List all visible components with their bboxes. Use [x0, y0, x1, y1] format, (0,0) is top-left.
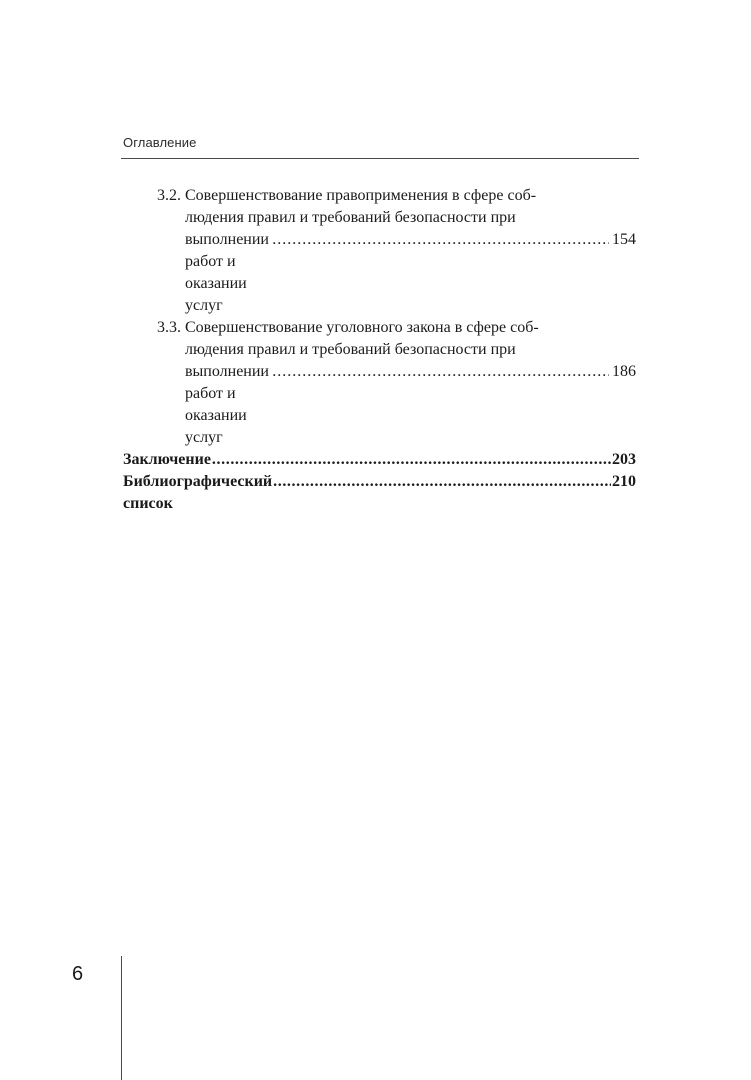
- toc-entry-line: 3.3. Совершенствование уголовного закона в сфере соб-: [157, 319, 539, 336]
- page-number: 6: [72, 963, 84, 985]
- header-divider: [121, 158, 639, 159]
- dot-leader: [272, 229, 609, 251]
- toc-entry-line: людения правил и требований безопасности при: [185, 341, 516, 358]
- dot-leader: [272, 361, 609, 383]
- dot-leader: [212, 449, 611, 471]
- toc-entry-3-2[interactable]: [123, 185, 636, 317]
- toc-entry-title: Заключение: [123, 451, 211, 468]
- toc-entry-title: Библиографический список: [123, 473, 273, 512]
- toc-entry-last-line: [157, 361, 636, 449]
- table-of-contents: [123, 185, 636, 515]
- toc-entry-line: 3.2. Совершенствование правоприменения в сфере соб-: [157, 187, 537, 204]
- toc-page-number: 154: [612, 231, 636, 248]
- toc-entry-line: выполнении работ и оказании услуг: [185, 363, 269, 446]
- toc-page-number: 210: [612, 473, 636, 490]
- toc-page-number: 186: [612, 363, 636, 380]
- toc-page-number: 203: [612, 451, 636, 468]
- toc-entry-bibliography[interactable]: [123, 471, 636, 515]
- toc-entry-line: выполнении работ и оказании услуг: [185, 231, 269, 314]
- margin-rule: [121, 956, 122, 1080]
- dot-leader: [273, 471, 611, 493]
- toc-entry-last-line: [157, 229, 636, 317]
- toc-entry-3-3[interactable]: [123, 317, 636, 449]
- toc-entry-line: людения правил и требований безопасности при: [185, 209, 516, 226]
- toc-entry-conclusion[interactable]: [123, 449, 636, 471]
- running-head: Оглавление: [123, 135, 197, 150]
